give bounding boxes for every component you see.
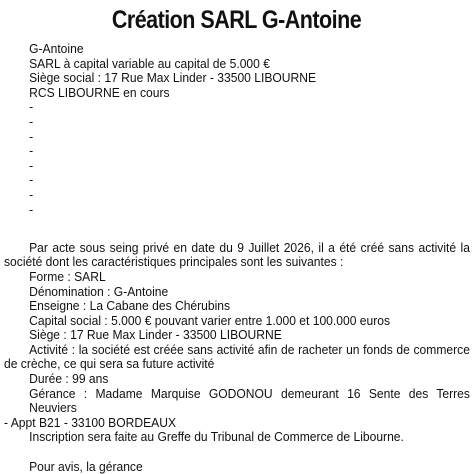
rcs-line: RCS LIBOURNE en cours bbox=[29, 84, 170, 100]
closing-line: Pour avis, la gérance bbox=[29, 458, 143, 474]
field-denomination: Dénomination : G-Antoine bbox=[29, 283, 169, 299]
dash-line: - bbox=[29, 157, 34, 173]
field-forme: Forme : SARL bbox=[29, 268, 106, 284]
dash-line: - bbox=[29, 99, 34, 115]
intro-line-1: Par acte sous seing privé en date du 9 Juillet 2026, il a été créé sans activité la bbox=[29, 239, 470, 255]
company-name-line: G-Antoine bbox=[29, 41, 84, 56]
field-gerance-line-2: - Appt B21 - 33100 BORDEAUX bbox=[4, 414, 177, 430]
notice-body bbox=[4, 42, 470, 474]
field-activite-line-2: de crèche, ce qui sera sa future activité bbox=[4, 356, 215, 372]
company-form-line: SARL à capital variable au capital de 5.000 € bbox=[29, 55, 270, 71]
field-siege: Siège : 17 Rue Max Linder - 33500 LIBOURNE bbox=[29, 327, 282, 343]
field-duree: Durée : 99 ans bbox=[29, 371, 109, 387]
dash-line: - bbox=[29, 113, 34, 129]
field-capital: Capital social : 5.000 € pouvant varier entre 1.000 et 100.000 euros bbox=[29, 312, 391, 328]
field-gerance-line-1: Gérance : Madame Marquise GODONOU demeurant 16 Sente des Terres Neuviers bbox=[29, 385, 470, 416]
dash-line: - bbox=[29, 186, 34, 202]
registered-office-line: Siège social : 17 Rue Max Linder - 33500 LIBOURNE bbox=[29, 70, 317, 86]
spacer bbox=[4, 445, 470, 460]
spacer bbox=[4, 217, 470, 232]
dash-line: - bbox=[29, 201, 34, 217]
field-enseigne: Enseigne : La Cabane des Chérubins bbox=[29, 298, 231, 314]
dash-line: - bbox=[29, 128, 34, 144]
notice-title: Création SARL G-Antoine bbox=[111, 6, 362, 34]
field-activite-line-1: Activité : la société est créée sans activité afin de racheter un fonds de commerce bbox=[29, 341, 470, 357]
dash-line: - bbox=[29, 172, 34, 188]
dash-line: - bbox=[29, 143, 34, 159]
field-inscription: Inscription sera faite au Greffe du Tribunal de Commerce de Libourne. bbox=[29, 429, 404, 445]
intro-line-2: société dont les caractéristiques principales sont les suivantes : bbox=[4, 254, 344, 270]
